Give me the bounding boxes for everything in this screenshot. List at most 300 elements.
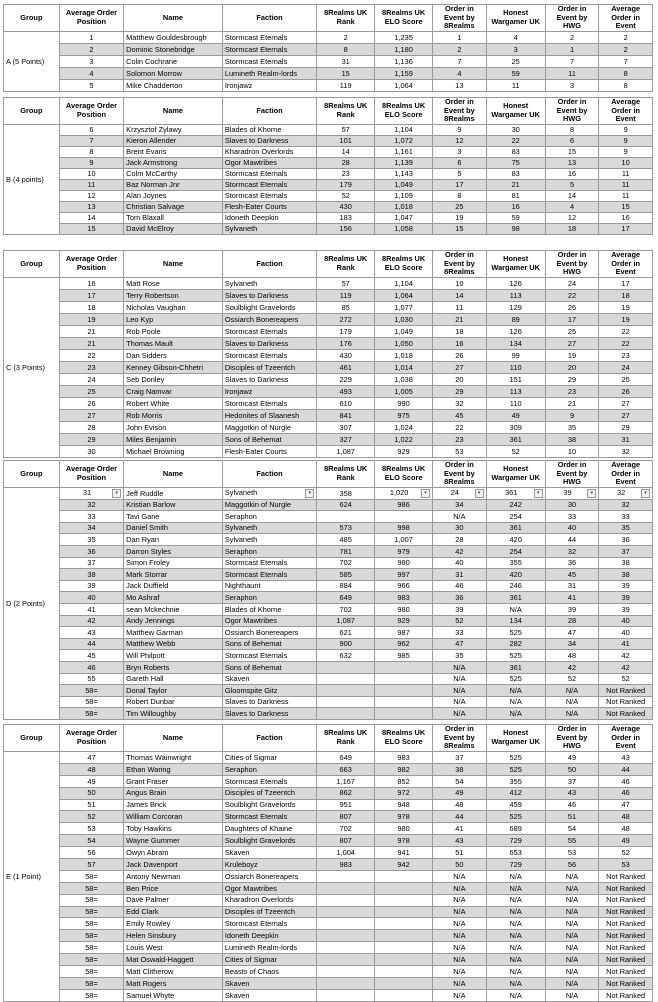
table-row — [4, 511, 653, 523]
cell-avg-position: 58= — [59, 882, 123, 894]
cell-8realms-elo: 990 — [375, 398, 433, 410]
cell-faction: Kharadron Overlords — [222, 147, 316, 158]
group-table-1 — [3, 4, 653, 92]
table-row — [4, 835, 653, 847]
cell-avg-order: Not Ranked — [599, 894, 653, 906]
cell-order-hwg: N/A — [545, 954, 599, 966]
cell-8realms-elo: 1,104 — [375, 278, 433, 290]
header-faction: Faction — [222, 5, 316, 32]
cell-order-8realms: 14 — [433, 290, 487, 302]
cell-order-hwg: N/A — [545, 882, 599, 894]
cell-8realms-elo: 982 — [375, 763, 433, 775]
table-row — [4, 918, 653, 930]
header-group: Group — [4, 461, 60, 488]
cell-8realms-rank: 1,167 — [317, 775, 375, 787]
cell-order-hwg: 55 — [545, 835, 599, 847]
cell-faction: Seraphon — [222, 592, 316, 604]
cell-order-8realms: N/A — [433, 511, 487, 523]
filter-dropdown-icon[interactable]: ▾ — [112, 489, 121, 498]
table-row — [4, 362, 653, 374]
cell-avg-order: 37 — [599, 545, 653, 557]
cell-faction: Sons of Behemat — [222, 638, 316, 650]
cell-order-8realms: 29 — [433, 386, 487, 398]
table-row — [4, 125, 653, 136]
cell-hwg-uk: N/A — [486, 977, 545, 989]
cell-avg-order: Not Ranked — [599, 870, 653, 882]
cell-name: Antony Newman — [124, 870, 223, 882]
cell-hwg-uk: 729 — [486, 835, 545, 847]
cell-avg-order: 39 — [599, 580, 653, 592]
cell-order-8realms: N/A — [433, 906, 487, 918]
table-row — [4, 977, 653, 989]
cell-order-hwg: 43 — [545, 787, 599, 799]
cell-hwg-uk: 16 — [486, 202, 545, 213]
cell-8realms-elo: 1,038 — [375, 374, 433, 386]
cell-order-hwg: 24 — [545, 278, 599, 290]
table-row — [4, 290, 653, 302]
cell-8realms-rank: 179 — [317, 180, 375, 191]
cell-8realms-rank: 951 — [317, 799, 375, 811]
cell-name: Mark Storrar — [124, 569, 223, 581]
cell-hwg-uk: 52 — [486, 446, 545, 458]
cell-faction: Ironjawz — [222, 80, 316, 92]
cell-8realms-rank: 663 — [317, 763, 375, 775]
cell-avg-order: 16 — [599, 213, 653, 224]
cell-order-8realms: 49 — [433, 787, 487, 799]
cell-order-8realms: 42 — [433, 545, 487, 557]
cell-faction: Disciples of Tzeentch — [222, 362, 316, 374]
cell-name: Edd Clark — [124, 906, 223, 918]
cell-order-8realms: 45 — [433, 410, 487, 422]
cell-avg-position: 10 — [59, 169, 123, 180]
cell-8realms-rank: 649 — [317, 592, 375, 604]
cell-name: Craig Namvar — [124, 386, 223, 398]
cell-order-8realms: 32 — [433, 398, 487, 410]
table-row — [4, 398, 653, 410]
cell-faction: Slaves to Darkness — [222, 374, 316, 386]
cell-avg-order: 25 — [599, 374, 653, 386]
cell-avg-position: 6 — [59, 125, 123, 136]
cell-8realms-elo — [375, 918, 433, 930]
cell-avg-order: 46 — [599, 787, 653, 799]
cell-8realms-elo: 941 — [375, 847, 433, 859]
cell-faction: Stormcast Eternals — [222, 350, 316, 362]
cell-faction: Slaves to Darkness — [222, 136, 316, 147]
cell-8realms-rank: 485 — [317, 534, 375, 546]
cell-avg-position: 42 — [59, 615, 123, 627]
cell-hwg-uk: 75 — [486, 158, 545, 169]
cell-name: Matt Rogers — [124, 977, 223, 989]
cell-name: Wayne Gummer — [124, 835, 223, 847]
cell-order-8realms: 30 — [433, 522, 487, 534]
cell-8realms-rank: 176 — [317, 338, 375, 350]
cell-avg-order: 32 ▾ — [599, 488, 653, 500]
table-row — [4, 627, 653, 639]
table-row — [4, 191, 653, 202]
cell-8realms-elo — [375, 930, 433, 942]
cell-avg-order: 46 — [599, 775, 653, 787]
cell-hwg-uk: 3 — [486, 44, 545, 56]
cell-8realms-elo — [375, 661, 433, 673]
cell-hwg-uk: 83 — [486, 169, 545, 180]
table-row — [4, 302, 653, 314]
cell-8realms-elo: 1,030 — [375, 314, 433, 326]
cell-hwg-uk: 126 — [486, 326, 545, 338]
cell-8realms-rank: 807 — [317, 811, 375, 823]
cell-avg-position: 41 — [59, 603, 123, 615]
cell-8realms-elo: 983 — [375, 592, 433, 604]
header-avg-order: Average Order in Event — [599, 98, 653, 125]
cell-avg-order: 15 — [599, 202, 653, 213]
cell-order-hwg: 53 — [545, 847, 599, 859]
cell-order-8realms: 15 — [433, 224, 487, 235]
cell-8realms-elo: 1,007 — [375, 534, 433, 546]
table-row — [4, 650, 653, 662]
cell-hwg-uk: 99 — [486, 350, 545, 362]
cell-hwg-uk: N/A — [486, 603, 545, 615]
table-row — [4, 158, 653, 169]
table-row — [4, 615, 653, 627]
cell-hwg-uk: 242 — [486, 499, 545, 511]
cell-avg-position: 40 — [59, 592, 123, 604]
table-row — [4, 180, 653, 191]
cell-avg-order: 23 — [599, 350, 653, 362]
cell-8realms-elo — [375, 870, 433, 882]
cell-8realms-rank: 807 — [317, 835, 375, 847]
cell-avg-position: 58= — [59, 954, 123, 966]
cell-8realms-rank: 862 — [317, 787, 375, 799]
cell-order-8realms: 52 — [433, 615, 487, 627]
cell-order-8realms: 35 — [433, 650, 487, 662]
cell-avg-order: 26 — [599, 386, 653, 398]
cell-order-hwg: 22 — [545, 290, 599, 302]
table-row — [4, 350, 653, 362]
cell-8realms-rank: 430 — [317, 202, 375, 213]
filter-dropdown-icon[interactable]: ▾ — [587, 489, 596, 498]
cell-faction: Slaves to Darkness — [222, 290, 316, 302]
cell-avg-order: 19 — [599, 314, 653, 326]
cell-8realms-rank: 183 — [317, 213, 375, 224]
cell-hwg-uk: 420 — [486, 569, 545, 581]
cell-8realms-rank: 57 — [317, 278, 375, 290]
table-row — [4, 522, 653, 534]
group-label: E (1 Point) — [4, 752, 60, 1002]
cell-8realms-elo: 980 — [375, 557, 433, 569]
cell-8realms-rank: 28 — [317, 158, 375, 169]
cell-hwg-uk: 83 — [486, 147, 545, 158]
header-hwg-uk: Honest Wargamer UK — [486, 5, 545, 32]
cell-8realms-elo — [375, 977, 433, 989]
cell-faction: Stormcast Eternals — [222, 650, 316, 662]
cell-hwg-uk: N/A — [486, 882, 545, 894]
cell-8realms-elo: 1,139 — [375, 158, 433, 169]
cell-faction: Stormcast Eternals — [222, 169, 316, 180]
filter-dropdown-icon[interactable]: ▾ — [534, 489, 543, 498]
cell-8realms-elo — [375, 894, 433, 906]
cell-8realms-elo: 1,018 — [375, 202, 433, 213]
cell-faction: Beasts of Chaos — [222, 966, 316, 978]
cell-order-8realms: 22 — [433, 422, 487, 434]
cell-8realms-elo: 979 — [375, 545, 433, 557]
cell-order-8realms: 5 — [433, 169, 487, 180]
cell-order-hwg: 56 — [545, 859, 599, 871]
cell-avg-position: 29 — [59, 434, 123, 446]
cell-order-hwg: 8 — [545, 125, 599, 136]
table-row — [4, 930, 653, 942]
cell-order-8realms: 24 ▾ — [433, 488, 487, 500]
cell-order-8realms: 37 — [433, 752, 487, 764]
cell-8realms-elo: 1,072 — [375, 136, 433, 147]
cell-avg-order: 31 — [599, 434, 653, 446]
cell-hwg-uk: 11 — [486, 80, 545, 92]
cell-order-8realms: 7 — [433, 56, 487, 68]
cell-name: Solomon Morrow — [124, 68, 223, 80]
cell-order-hwg: 15 — [545, 147, 599, 158]
cell-avg-order: 49 — [599, 835, 653, 847]
table-row — [4, 446, 653, 458]
standings-table — [3, 460, 653, 720]
cell-name: Donal Taylor — [124, 685, 223, 697]
cell-name: Michael Browning — [124, 446, 223, 458]
cell-8realms-rank: 156 — [317, 224, 375, 235]
cell-hwg-uk: N/A — [486, 942, 545, 954]
cell-name: Alan Joynes — [124, 191, 223, 202]
cell-order-hwg: N/A — [545, 894, 599, 906]
header-order-hwg: Order in Event by HWG — [545, 98, 599, 125]
table-row — [4, 32, 653, 44]
cell-order-hwg: 40 — [545, 522, 599, 534]
cell-avg-position: 43 — [59, 627, 123, 639]
filter-dropdown-icon[interactable]: ▾ — [641, 489, 650, 498]
cell-hwg-uk: 110 — [486, 362, 545, 374]
cell-8realms-rank: 15 — [317, 68, 375, 80]
cell-faction: Hedonites of Slaanesh — [222, 410, 316, 422]
cell-order-hwg: 20 — [545, 362, 599, 374]
cell-8realms-elo: 998 — [375, 522, 433, 534]
cell-avg-position: 8 — [59, 147, 123, 158]
cell-faction: Soulblight Gravelords — [222, 302, 316, 314]
cell-order-hwg: 29 — [545, 374, 599, 386]
cell-avg-order: 9 — [599, 147, 653, 158]
table-row — [4, 213, 653, 224]
header-avg-order: Average Order in Event — [599, 5, 653, 32]
cell-order-hwg: N/A — [545, 930, 599, 942]
table-row — [4, 847, 653, 859]
cell-name: Simon Froley — [124, 557, 223, 569]
cell-8realms-rank: 573 — [317, 522, 375, 534]
cell-avg-position: 45 — [59, 650, 123, 662]
cell-8realms-elo: 1,064 — [375, 80, 433, 92]
cell-order-8realms: 6 — [433, 158, 487, 169]
cell-8realms-elo: 948 — [375, 799, 433, 811]
header-name: Name — [124, 725, 223, 752]
cell-name: Christian Salvage — [124, 202, 223, 213]
cell-name: Kenney Gibson-Chhetri — [124, 362, 223, 374]
cell-8realms-rank — [317, 989, 375, 1001]
cell-order-8realms: 1 — [433, 32, 487, 44]
header-8realms-rank: 8Realms UK Rank — [317, 461, 375, 488]
cell-avg-position: 44 — [59, 638, 123, 650]
cell-avg-position: 4 — [59, 68, 123, 80]
cell-faction: Sylvaneth ▾ — [222, 488, 316, 500]
cell-avg-order: 40 — [599, 615, 653, 627]
header-order-8realms: Order in Event by 8Realms — [433, 5, 487, 32]
cell-faction: Stormcast Eternals — [222, 180, 316, 191]
header-order-8realms: Order in Event by 8Realms — [433, 251, 487, 278]
cell-avg-order: 38 — [599, 557, 653, 569]
cell-name: Jeff Ruddle — [124, 488, 223, 500]
cell-name: Jack Duffield — [124, 580, 223, 592]
cell-order-8realms: 25 — [433, 202, 487, 213]
cell-order-hwg: 16 — [545, 169, 599, 180]
cell-8realms-elo — [375, 882, 433, 894]
cell-8realms-rank: 2 — [317, 32, 375, 44]
cell-avg-position: 47 — [59, 752, 123, 764]
cell-name: Kristian Barlow — [124, 499, 223, 511]
cell-faction: Stormcast Eternals — [222, 811, 316, 823]
cell-hwg-uk: 134 — [486, 338, 545, 350]
cell-avg-position: 31 ▾ — [59, 488, 123, 500]
cell-avg-position: 22 — [59, 350, 123, 362]
cell-avg-order: 33 — [599, 511, 653, 523]
cell-avg-position: 2 — [59, 44, 123, 56]
cell-order-8realms: 48 — [433, 799, 487, 811]
table-row — [4, 326, 653, 338]
header-hwg-uk: Honest Wargamer UK — [486, 251, 545, 278]
cell-order-hwg: 7 — [545, 56, 599, 68]
group-label: A (5 Points) — [4, 32, 60, 92]
cell-hwg-uk: 98 — [486, 224, 545, 235]
cell-8realms-elo — [375, 696, 433, 708]
cell-hwg-uk: 525 — [486, 811, 545, 823]
cell-8realms-rank — [317, 954, 375, 966]
cell-8realms-elo: 1,143 — [375, 169, 433, 180]
cell-name: Andy Jennings — [124, 615, 223, 627]
cell-avg-position: 25 — [59, 386, 123, 398]
cell-avg-order: 35 — [599, 522, 653, 534]
cell-8realms-elo — [375, 906, 433, 918]
cell-hwg-uk: 22 — [486, 136, 545, 147]
cell-avg-position: 33 — [59, 511, 123, 523]
cell-name: Tom Blaxall — [124, 213, 223, 224]
cell-avg-order: 11 — [599, 191, 653, 202]
cell-name: sean Mckechnie — [124, 603, 223, 615]
cell-name: Emily Rowley — [124, 918, 223, 930]
cell-8realms-rank — [317, 511, 375, 523]
cell-avg-order: 11 — [599, 169, 653, 180]
cell-8realms-elo: 972 — [375, 787, 433, 799]
header-8realms-elo: 8Realms UK ELO Score — [375, 251, 433, 278]
cell-name: Tim Willoughby — [124, 708, 223, 720]
table-row — [4, 859, 653, 871]
cell-8realms-rank — [317, 977, 375, 989]
cell-faction: Flesh-Eater Courts — [222, 446, 316, 458]
cell-name: Gareth Hall — [124, 673, 223, 685]
header-8realms-rank: 8Realms UK Rank — [317, 725, 375, 752]
cell-8realms-elo: 942 — [375, 859, 433, 871]
cell-order-8realms: 18 — [433, 326, 487, 338]
cell-8realms-elo: 852 — [375, 775, 433, 787]
cell-order-hwg: 42 — [545, 661, 599, 673]
cell-order-hwg: N/A — [545, 966, 599, 978]
cell-order-8realms: 28 — [433, 534, 487, 546]
header-group: Group — [4, 251, 60, 278]
cell-avg-order: 11 — [599, 180, 653, 191]
cell-name: John Evison — [124, 422, 223, 434]
group-table-4 — [3, 460, 653, 720]
cell-order-hwg: 25 — [545, 326, 599, 338]
cell-name: Rob Poole — [124, 326, 223, 338]
table-row — [4, 787, 653, 799]
table-row — [4, 661, 653, 673]
cell-avg-order: 8 — [599, 80, 653, 92]
cell-avg-position: 58= — [59, 906, 123, 918]
cell-order-8realms: N/A — [433, 708, 487, 720]
cell-avg-position: 58= — [59, 977, 123, 989]
cell-order-hwg: 21 — [545, 398, 599, 410]
header-8realms-rank: 8Realms UK Rank — [317, 5, 375, 32]
cell-name: Angus Brain — [124, 787, 223, 799]
cell-avg-order: 38 — [599, 569, 653, 581]
cell-hwg-uk: N/A — [486, 918, 545, 930]
cell-8realms-rank: 702 — [317, 823, 375, 835]
cell-8realms-rank: 307 — [317, 422, 375, 434]
cell-order-hwg: 36 — [545, 557, 599, 569]
cell-8realms-rank — [317, 696, 375, 708]
cell-8realms-elo: 975 — [375, 410, 433, 422]
filter-dropdown-icon[interactable]: ▾ — [305, 489, 314, 498]
group-label: C (3 Points) — [4, 278, 60, 458]
header-avg-order: Average Order in Event — [599, 461, 653, 488]
cell-name: Seb Donley — [124, 374, 223, 386]
cell-avg-position: 11 — [59, 180, 123, 191]
cell-hwg-uk: 81 — [486, 191, 545, 202]
cell-order-8realms: N/A — [433, 954, 487, 966]
cell-name: Matt Clitherow — [124, 966, 223, 978]
cell-order-hwg: 50 — [545, 763, 599, 775]
cell-hwg-uk: 254 — [486, 545, 545, 557]
cell-order-hwg: 35 — [545, 422, 599, 434]
cell-hwg-uk: 129 — [486, 302, 545, 314]
cell-name: Matthew Webb — [124, 638, 223, 650]
cell-8realms-elo: 962 — [375, 638, 433, 650]
cell-faction: Sons of Behemat — [222, 434, 316, 446]
cell-8realms-elo — [375, 954, 433, 966]
cell-avg-order: Not Ranked — [599, 942, 653, 954]
filter-dropdown-icon[interactable]: ▾ — [475, 489, 484, 498]
table-row — [4, 638, 653, 650]
cell-8realms-rank: 52 — [317, 191, 375, 202]
header-order-hwg: Order in Event by HWG — [545, 251, 599, 278]
cell-avg-order: 32 — [599, 499, 653, 511]
cell-avg-order: 9 — [599, 136, 653, 147]
cell-8realms-rank: 327 — [317, 434, 375, 446]
filter-dropdown-icon[interactable]: ▾ — [421, 489, 430, 498]
header-faction: Faction — [222, 461, 316, 488]
cell-avg-order: Not Ranked — [599, 685, 653, 697]
cell-order-hwg: 12 — [545, 213, 599, 224]
cell-faction: Kruleboyz — [222, 859, 316, 871]
cell-avg-order: 8 — [599, 68, 653, 80]
cell-8realms-rank — [317, 882, 375, 894]
cell-avg-order: Not Ranked — [599, 696, 653, 708]
table-row — [4, 592, 653, 604]
cell-avg-position: 53 — [59, 823, 123, 835]
cell-8realms-elo: 986 — [375, 499, 433, 511]
table-row — [4, 580, 653, 592]
table-row — [4, 870, 653, 882]
cell-order-hwg: 14 — [545, 191, 599, 202]
